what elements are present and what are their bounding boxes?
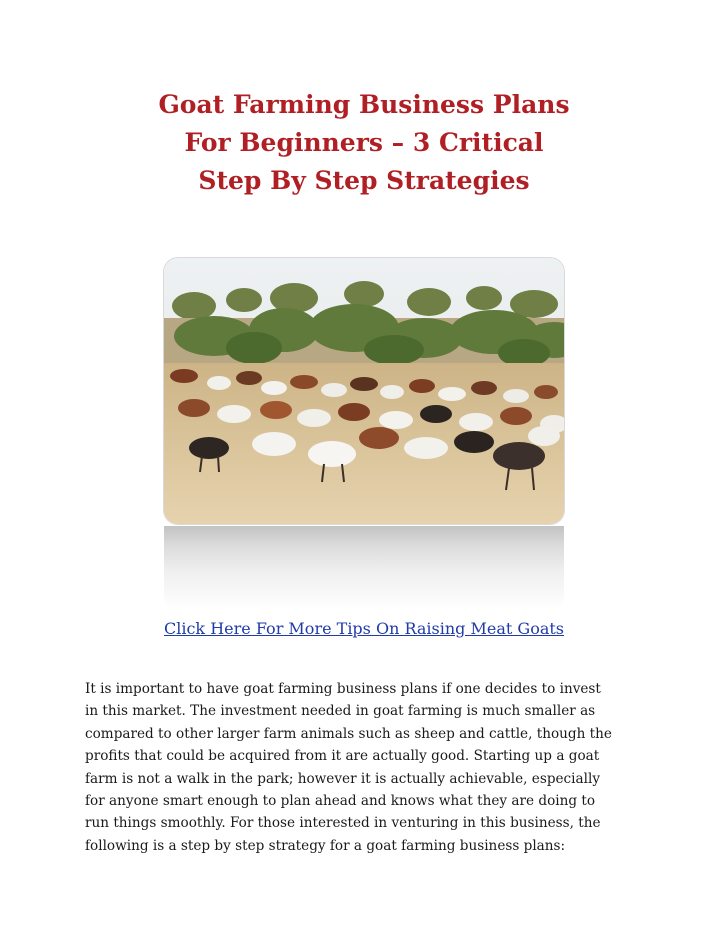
goat-herd-photo bbox=[164, 258, 564, 524]
paragraph-line: profits that could be acquired from it are actually good. Starting up a goat bbox=[85, 748, 600, 765]
intro-paragraph bbox=[85, 678, 645, 857]
more-tips-link[interactable]: Click Here For More Tips On Raising Meat Goats bbox=[163, 619, 565, 638]
page-title bbox=[80, 86, 648, 200]
title-line-2: For Beginners – 3 Critical bbox=[184, 128, 544, 157]
paragraph-line: in this market. The investment needed in goat farming is much smaller as bbox=[85, 703, 596, 720]
paragraph-line: following is a step by step strategy for a goat farming business plans: bbox=[85, 837, 566, 854]
paragraph-line: farm is not a walk in the park; however it is actually achievable, especially bbox=[85, 770, 601, 787]
title-line-3: Step By Step Strategies bbox=[198, 166, 530, 195]
photo-reflection bbox=[164, 526, 564, 610]
paragraph-line: run things smoothly. For those interested in venturing in this business, the bbox=[85, 815, 601, 832]
paragraph-line: for anyone smart enough to plan ahead and knows what they are doing to bbox=[85, 793, 596, 810]
paragraph-line: It is important to have goat farming business plans if one decides to invest bbox=[85, 681, 601, 697]
paragraph-line: compared to other larger farm animals such as sheep and cattle, though the bbox=[85, 725, 612, 742]
title-line-1: Goat Farming Business Plans bbox=[158, 90, 570, 119]
